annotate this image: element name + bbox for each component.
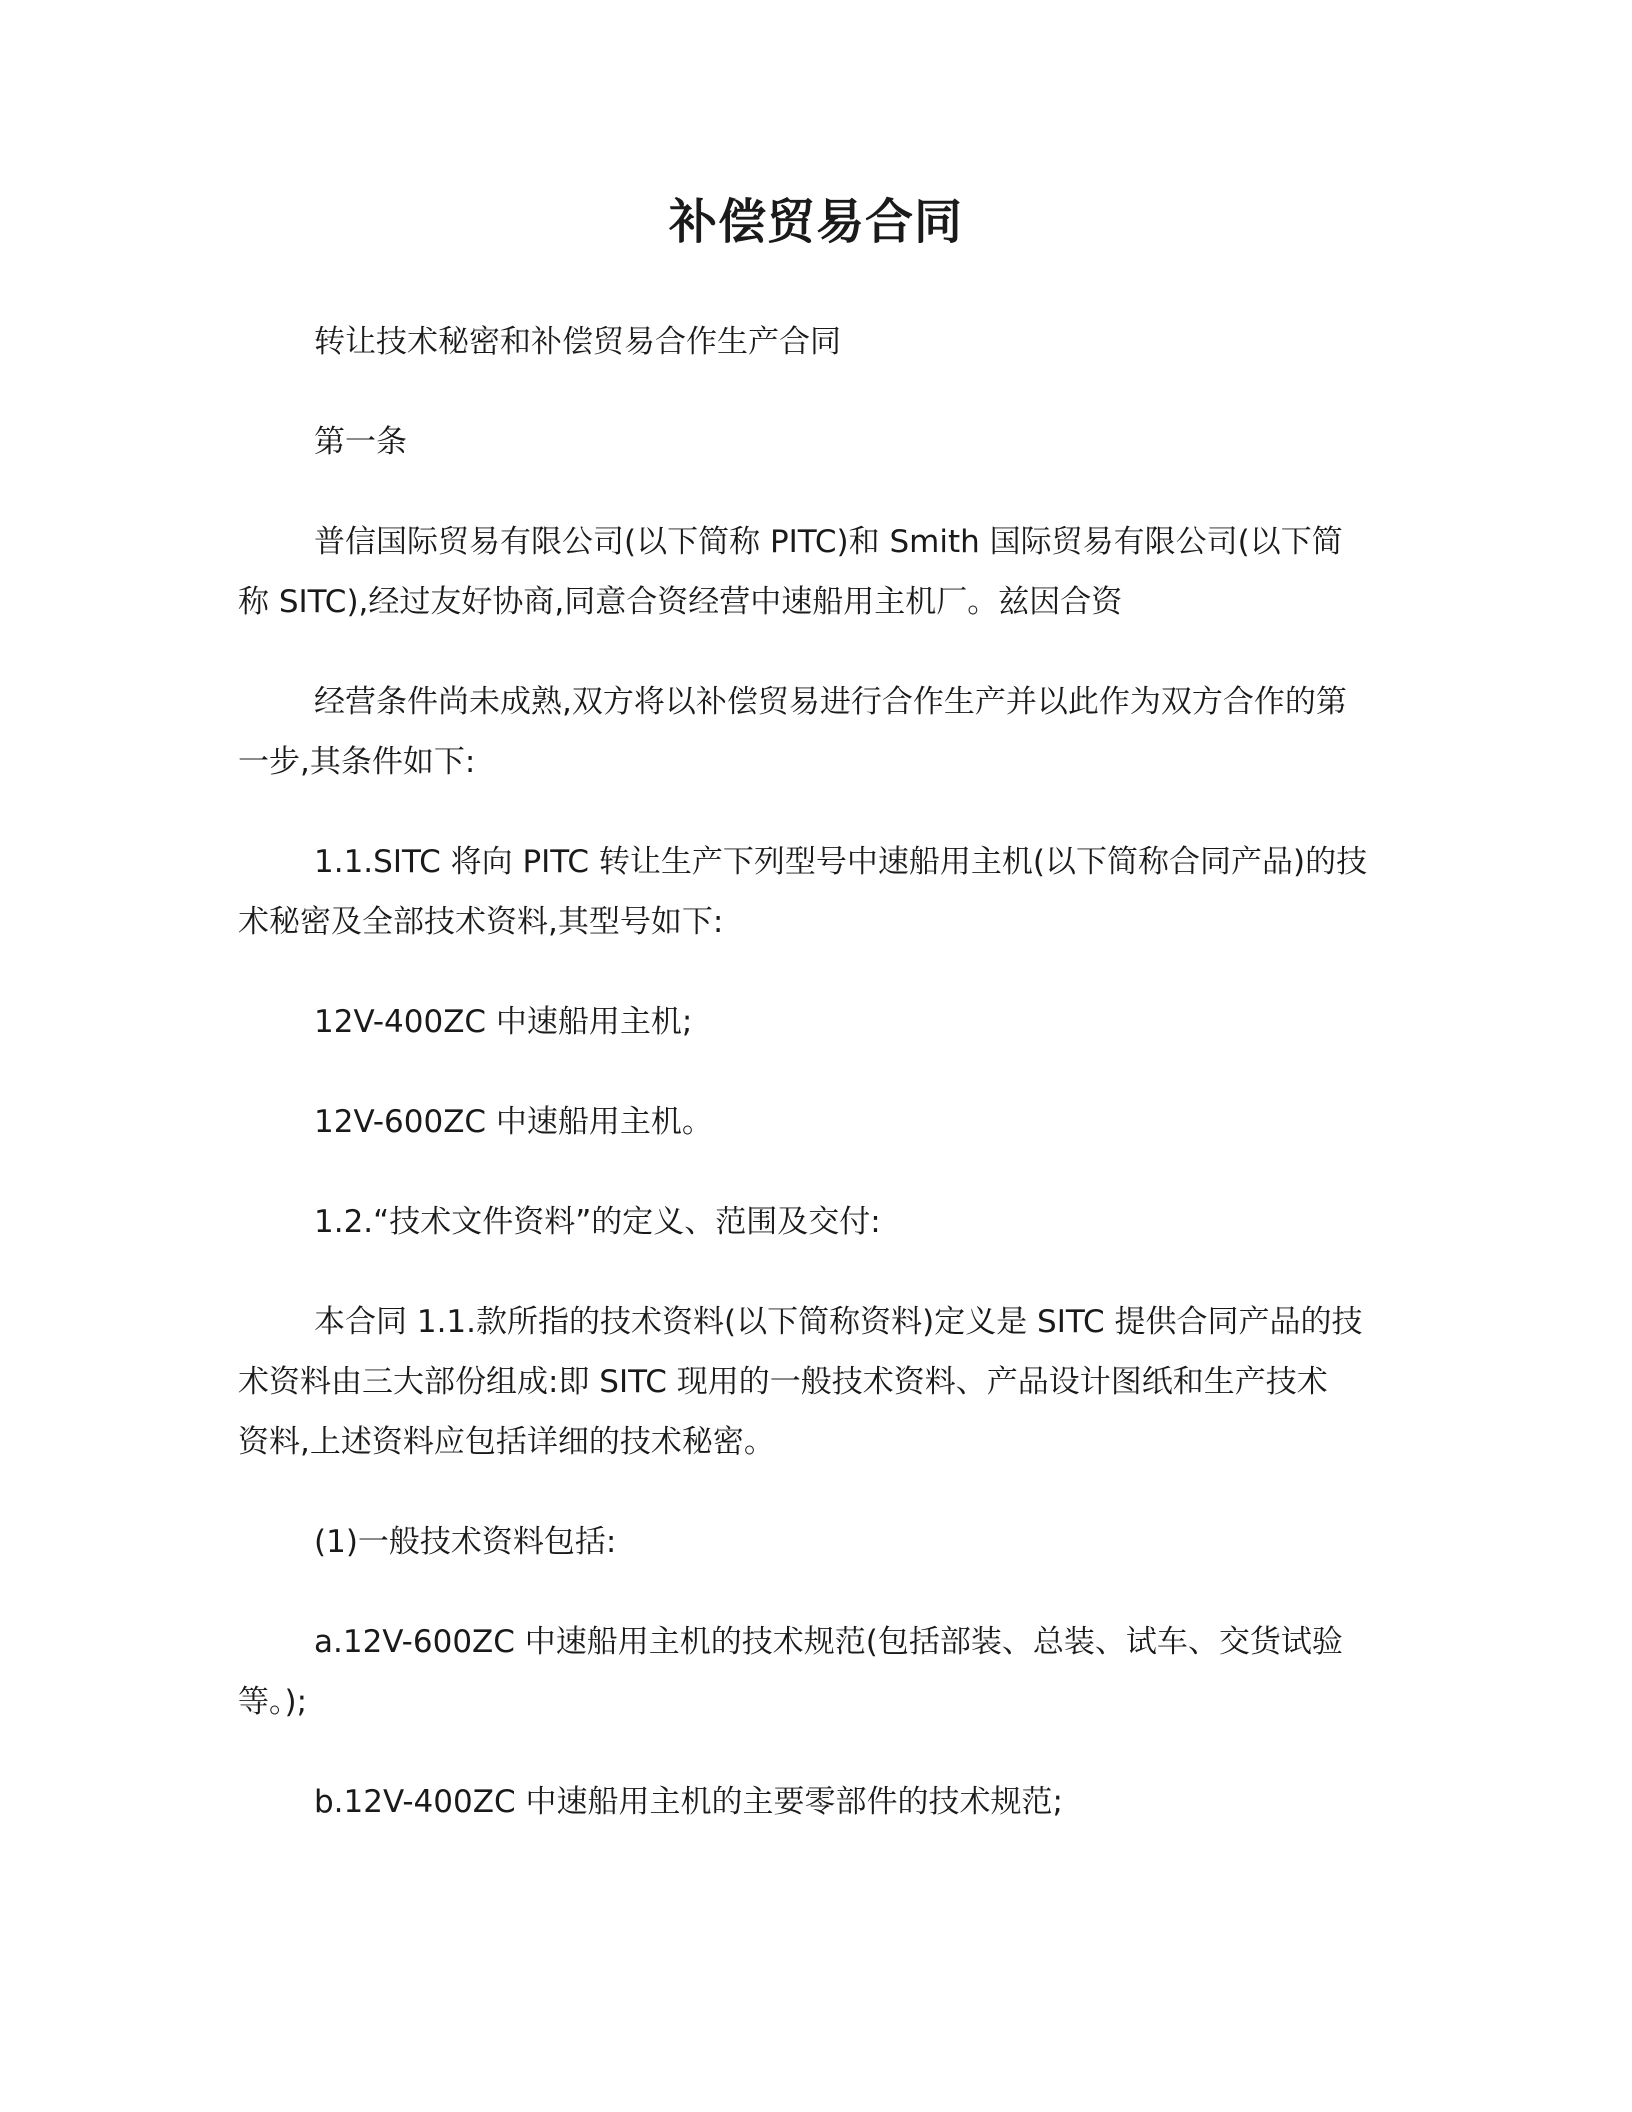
paragraph-line: 1.1.SITC 将向 PITC 转让生产下列型号中速船用主机(以下简称合同产品)的技 [314, 844, 1368, 880]
paragraph-contract-subtitle [238, 312, 1378, 372]
paragraph-line: 1.2.“技术文件资料”的定义、范围及交付: [314, 1204, 881, 1240]
paragraph-article-1-heading [238, 412, 1378, 472]
paragraph-line: a.12V-600ZC 中速船用主机的技术规范(包括部装、总装、试车、交货试验 [314, 1624, 1343, 1660]
paragraph-line: 本合同 1.1.款所指的技术资料(以下简称资料)定义是 SITC 提供合同产品的技 [314, 1304, 1363, 1340]
paragraph-general-data-heading [238, 1512, 1378, 1572]
paragraph-technical-data-definition [238, 1292, 1378, 1472]
paragraph-line: 术资料由三大部份组成:即 SITC 现用的一般技术资料、产品设计图纸和生产技术 [238, 1364, 1328, 1400]
paragraph-clause-1-1 [238, 832, 1378, 952]
paragraph-line: 一步,其条件如下: [238, 744, 476, 780]
paragraph-model-400zc [238, 992, 1378, 1052]
paragraph-line: 第一条 [314, 424, 407, 460]
paragraph-line: b.12V-400ZC 中速船用主机的主要零部件的技术规范; [314, 1784, 1063, 1820]
paragraph-item-a [238, 1612, 1378, 1732]
paragraph-line: (1)一般技术资料包括: [314, 1524, 617, 1560]
paragraph-item-b [238, 1772, 1378, 1832]
paragraph-model-600zc [238, 1092, 1378, 1152]
paragraph-line: 12V-600ZC 中速船用主机。 [314, 1104, 713, 1140]
paragraph-line: 经营条件尚未成熟,双方将以补偿贸易进行合作生产并以此作为双方合作的第 [314, 684, 1347, 720]
paragraph-parties [238, 512, 1378, 632]
paragraph-line: 12V-400ZC 中速船用主机; [314, 1004, 693, 1040]
paragraph-line: 普信国际贸易有限公司(以下简称 PITC)和 Smith 国际贸易有限公司(以下简 [314, 524, 1343, 560]
paragraph-line: 等。); [238, 1684, 308, 1720]
paragraph-clause-1-2 [238, 1192, 1378, 1252]
paragraph-line: 资料,上述资料应包括详细的技术秘密。 [238, 1424, 775, 1460]
paragraph-line: 术秘密及全部技术资料,其型号如下: [238, 904, 724, 940]
paragraph-conditions-intro [238, 672, 1378, 792]
paragraph-line: 转让技术秘密和补偿贸易合作生产合同 [314, 324, 841, 360]
paragraph-line: 称 SITC),经过友好协商,同意合资经营中速船用主机厂。兹因合资 [238, 584, 1123, 620]
document-title: 补偿贸易合同 [668, 194, 963, 250]
